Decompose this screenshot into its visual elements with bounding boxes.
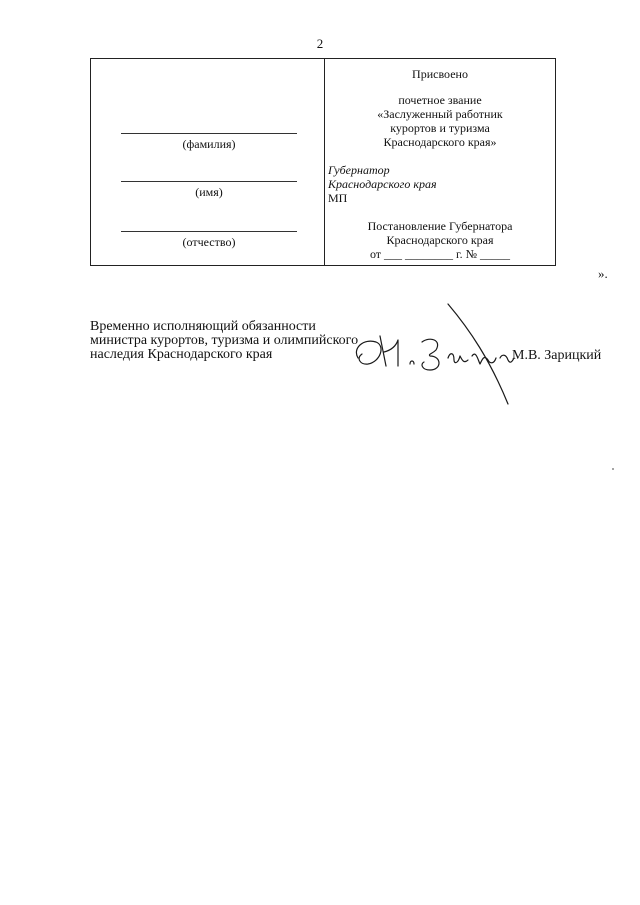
signature-block: [90, 320, 390, 362]
decree-line-2: Краснодарского края: [386, 233, 494, 247]
patronymic-line: [121, 231, 297, 232]
honorary-title-line-3: курортов и туризма: [390, 121, 490, 135]
page-number: 2: [316, 36, 324, 51]
governor-line-1: Губернатор: [328, 163, 390, 177]
surname-label: (фамилия): [182, 137, 236, 151]
governor-signature: [328, 163, 437, 205]
honorary-title-line-2: «Заслуженный работник: [377, 107, 503, 121]
scan-speck: [612, 468, 614, 470]
governor-line-2: Краснодарского края: [328, 177, 437, 191]
signatory-name: М.В. Зарицкий: [512, 348, 602, 363]
name-label: (имя): [195, 185, 223, 199]
signatory-position-line-2: министра курортов, туризма и олимпийского: [90, 333, 359, 348]
honorary-title: [325, 93, 555, 149]
governor-decree: [325, 219, 555, 261]
awarded-heading: Присвоено: [412, 67, 468, 81]
closing-quote: ».: [598, 266, 608, 281]
certificate-form: [90, 58, 556, 266]
decree-line-3: от ___ ________ г. № _____: [369, 247, 511, 261]
name-line: [121, 181, 297, 182]
honorary-title-line-1: почетное звание: [398, 93, 482, 107]
decree-line-1: Постановление Губернатора: [367, 219, 513, 233]
signatory-position-line-1: Временно исполняющий обязанности: [90, 319, 316, 334]
signatory-position-line-3: наследия Краснодарского края: [90, 347, 273, 362]
patronymic-label: (отчество): [182, 235, 236, 249]
seal-mark: МП: [328, 191, 348, 205]
honorary-title-line-4: Краснодарского края»: [383, 135, 497, 149]
surname-line: [121, 133, 297, 134]
